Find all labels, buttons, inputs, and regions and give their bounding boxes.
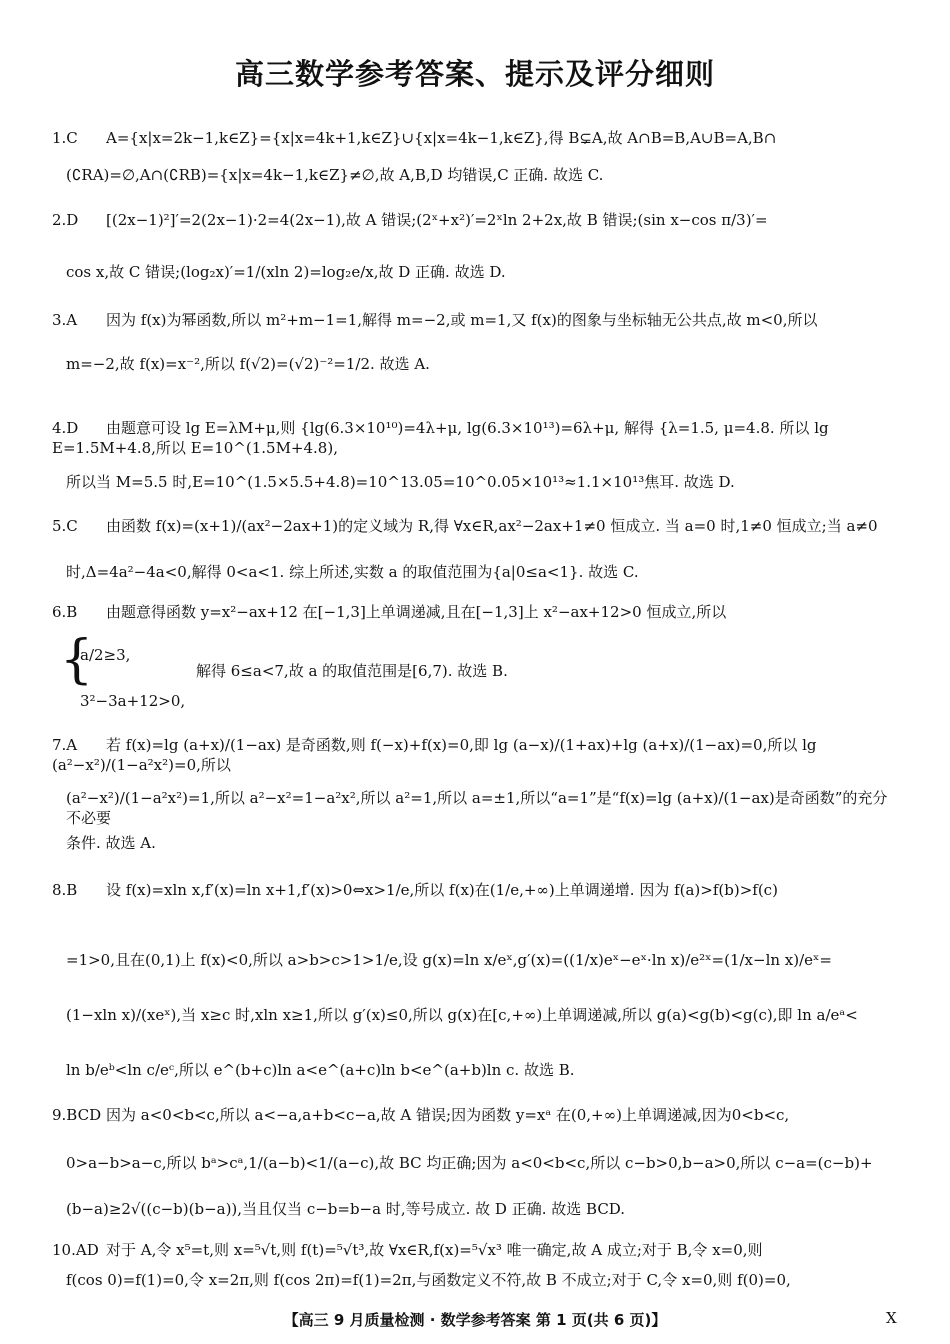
- item-number: 9.BCD: [52, 1106, 102, 1124]
- item-line: =1>0,且在(0,1)上 f(x)<0,所以 a>b>c>1>1/e,设 g(x)=ln x/eˣ,g′(x)=((1/x)eˣ−eˣ·ln x)/e²ˣ=(1/x−ln x)/eˣ=: [66, 951, 832, 969]
- item-line: cos x,故 C 错误;(log₂x)′=1/(xln 2)=log₂e/x,故 D 正确. 故选 D.: [66, 263, 506, 281]
- item-line: 由题意可设 lg E=λM+μ,则 {lg(6.3×10¹⁰)=4λ+μ, lg(6.3×10¹³)=6λ+μ, 解得 {λ=1.5, μ=4.8. 所以 lg E=1.5M+4.8,所以 E=10^(1.5M+4.8),: [52, 419, 829, 457]
- answer-item-1: [52, 128, 902, 148]
- item-line: 对于 A,令 x⁵=t,则 x=⁵√t,则 f(t)=⁵√t³,故 ∀x∈R,f(x)=⁵√x³ 唯一确定,故 A 成立;对于 B,令 x=0,则: [106, 1241, 763, 1259]
- item-number: 2.D: [52, 211, 79, 229]
- item-line: [(2x−1)²]′=2(2x−1)·2=4(2x−1),故 A 错误;(2ˣ+x²)′=2ˣln 2+2x,故 B 错误;(sin x−cos π/3)′=: [106, 211, 768, 229]
- item-line: 所以当 M=5.5 时,E=10^(1.5×5.5+4.8)=10^13.05=10^0.05×10¹³≈1.1×10¹³焦耳. 故选 D.: [66, 473, 735, 491]
- item-line: (b−a)≥2√((c−b)(b−a)),当且仅当 c−b=b−a 时,等号成立. 故 D 正确. 故选 BCD.: [66, 1200, 626, 1218]
- answer-item-3: [52, 310, 902, 330]
- item-number: 6.B: [52, 603, 78, 621]
- answer-item-5: [52, 516, 902, 536]
- item-line: 解得 6≤a<7,故 a 的取值范围是[6,7). 故选 B.: [196, 662, 508, 680]
- item-line: A={x|x=2k−1,k∈Z}={x|x=4k+1,k∈Z}∪{x|x=4k−1,k∈Z},得 B⊊A,故 A∩B=B,A∪B=A,B∩: [106, 129, 777, 147]
- item-number: 7.A: [52, 736, 78, 754]
- answer-item-6: [52, 602, 902, 622]
- item-line: 设 f(x)=xln x,f′(x)=ln x+1,f′(x)>0⇔x>1/e,所以 f(x)在(1/e,+∞)上单调递增. 因为 f(a)>f(b)>f(c): [106, 881, 778, 899]
- item-line: 由函数 f(x)=(x+1)/(ax²−2ax+1)的定义域为 R,得 ∀x∈R,ax²−2ax+1≠0 恒成立. 当 a=0 时,1≠0 恒成立;当 a≠0: [106, 517, 878, 535]
- answer-item-10: [52, 1240, 902, 1260]
- answer-item-7: [52, 735, 902, 775]
- item-number: 4.D: [52, 419, 79, 437]
- footer-mark: X: [886, 1309, 897, 1327]
- answer-item-8: [52, 880, 902, 900]
- item-line: 由题意得函数 y=x²−ax+12 在[−1,3]上单调递减,且在[−1,3]上 x²−ax+12>0 恒成立,所以: [106, 603, 727, 621]
- page-title: 高三数学参考答案、提示及评分细则: [234, 57, 715, 91]
- item-number: 5.C: [52, 517, 78, 535]
- item-number: 8.B: [52, 881, 78, 899]
- item-line: 条件. 故选 A.: [66, 834, 156, 852]
- item-line: 若 f(x)=lg (a+x)/(1−ax) 是奇函数,则 f(−x)+f(x)=0,即 lg (a−x)/(1+ax)+lg (a+x)/(1−ax)=0,所以 lg (a²−x²)/(1−a²x²)=0,所以: [52, 736, 817, 774]
- item-line: ln b/eᵇ<ln c/eᶜ,所以 e^(b+c)ln a<e^(a+c)ln b<e^(a+b)ln c. 故选 B.: [66, 1061, 575, 1079]
- item-number: 10.AD: [52, 1241, 99, 1259]
- item-line: (∁RA)=∅,A∩(∁RB)={x|x=4k−1,k∈Z}≠∅,故 A,B,D 均错误,C 正确. 故选 C.: [66, 166, 604, 184]
- item-line: (a²−x²)/(1−a²x²)=1,所以 a²−x²=1−a²x²,所以 a²=1,所以 a=±1,所以“a=1”是“f(x)=lg (a+x)/(1−ax)是奇函数”的充分不必要: [66, 789, 888, 827]
- inequality-1: a/2≥3,: [80, 646, 131, 664]
- item-line: 因为 f(x)为幂函数,所以 m²+m−1=1,解得 m=−2,或 m=1,又 f(x)的图象与坐标轴无公共点,故 m<0,所以: [106, 311, 818, 329]
- page-footer: 【高三 9 月质量检测 · 数学参考答案 第 1 页(共 6 页)】: [283, 1311, 667, 1329]
- answer-item-9: [52, 1105, 902, 1125]
- item-line: 时,Δ=4a²−4a<0,解得 0<a<1. 综上所述,实数 a 的取值范围为{a|0≤a<1}. 故选 C.: [66, 563, 639, 581]
- item-line: 0>a−b>a−c,所以 bᵃ>cᵃ,1/(a−b)<1/(a−c),故 BC 均正确;因为 a<0<b<c,所以 c−b>0,b−a>0,所以 c−a=(c−b)+: [66, 1154, 873, 1172]
- answer-item-2: [52, 210, 902, 230]
- item-line: (1−xln x)/(xeˣ),当 x≥c 时,xln x≥1,所以 g′(x)≤0,所以 g(x)在[c,+∞)上单调递减,所以 g(a)<g(b)<g(c),即 ln a/eᵃ<: [66, 1006, 858, 1024]
- item-line: f(cos 0)=f(1)=0,令 x=2π,则 f(cos 2π)=f(1)=2π,与函数定义不符,故 B 不成立;对于 C,令 x=0,则 f(0)=0,: [66, 1271, 791, 1289]
- item-line: m=−2,故 f(x)=x⁻²,所以 f(√2)=(√2)⁻²=1/2. 故选 A.: [66, 355, 430, 373]
- item-number: 1.C: [52, 129, 78, 147]
- item-number: 3.A: [52, 311, 78, 329]
- answer-item-4: [52, 418, 902, 458]
- system-brace: {: [60, 630, 94, 690]
- inequality-2: 3²−3a+12>0,: [80, 692, 186, 710]
- item-line: 因为 a<0<b<c,所以 a<−a,a+b<c−a,故 A 错误;因为函数 y=xᵃ 在(0,+∞)上单调递减,因为0<b<c,: [106, 1106, 790, 1124]
